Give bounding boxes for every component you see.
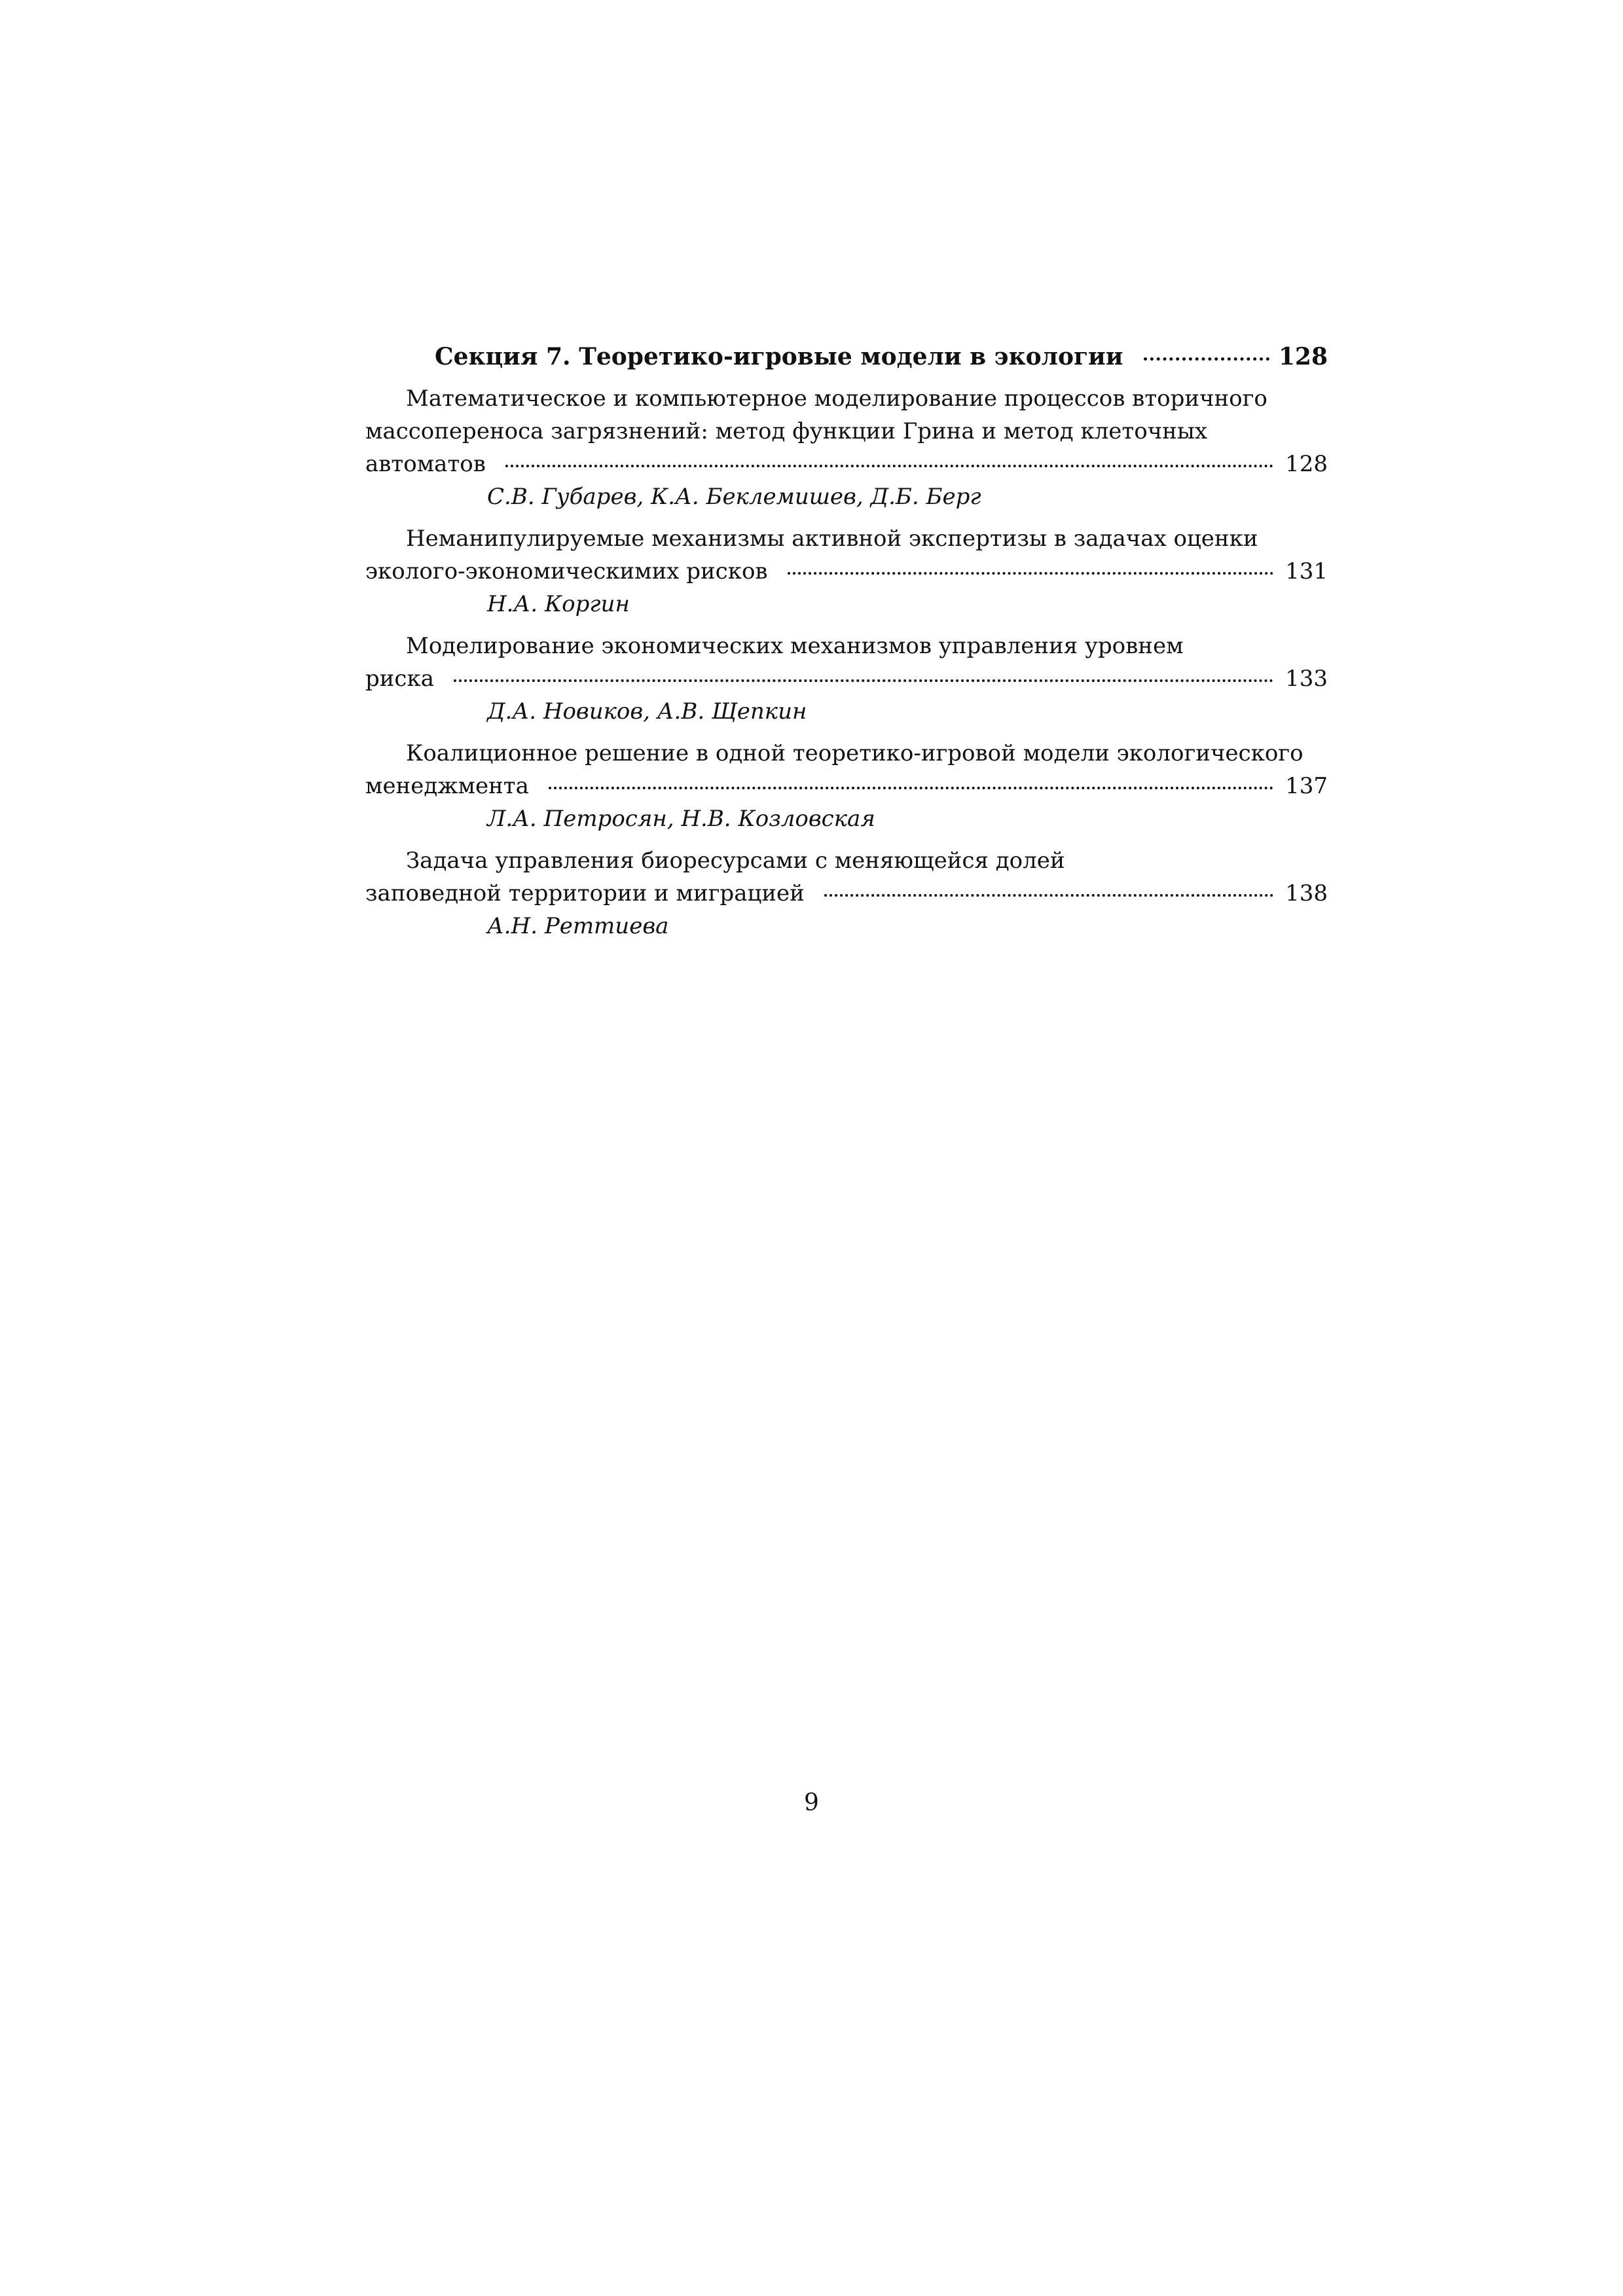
dot-leader (549, 787, 1273, 789)
entry-title (365, 630, 1328, 695)
entry-authors: Д.А. Новиков, А.В. Щепкин (487, 698, 807, 725)
dot-leader (505, 465, 1273, 467)
entry-title-last-line (365, 770, 1328, 802)
entry-title-line: массопереноса загрязнений: метод функции Грина и метод клеточных (365, 418, 1208, 444)
entry-authors: С.В. Губарев, К.А. Беклемишев, Д.Б. Берг (487, 484, 981, 510)
dot-leader (788, 572, 1274, 575)
entry-title-line: риска (365, 666, 434, 692)
entry-authors: А.Н. Реттиева (487, 913, 669, 939)
entry-title-last-line (365, 448, 1328, 480)
entry-authors: Л.А. Петросян, Н.В. Козловская (487, 806, 875, 832)
entry-title (365, 382, 1328, 480)
entry-title-line: Задача управления биоресурсами с меняющейся долей (406, 848, 1065, 874)
entry-title-line: эколого-экономическимих рисков (365, 558, 768, 584)
entry-page-number: 137 (1285, 773, 1328, 799)
entry-title-line: Моделирование экономических механизмов управления уровнем (406, 633, 1184, 659)
entry-title-line: Математическое и компьютерное моделирование процессов вторичного (406, 386, 1267, 412)
entry-title-last-line (365, 555, 1328, 588)
toc-entry[interactable] (365, 382, 1328, 513)
toc-entry[interactable] (365, 737, 1328, 835)
entry-title-last-line (365, 877, 1328, 910)
section-heading[interactable] (365, 340, 1328, 373)
entry-page-number: 128 (1285, 451, 1328, 477)
toc-entry[interactable] (365, 630, 1328, 728)
dot-leader (454, 679, 1273, 682)
entry-authors: Н.А. Коргин (487, 591, 630, 617)
toc-entry[interactable] (365, 844, 1328, 942)
entry-title (365, 844, 1328, 910)
section-title: Секция 7. Теоретико-игровые модели в экологии (435, 343, 1123, 370)
section-page-number: 128 (1278, 343, 1328, 370)
entry-title-last-line (365, 662, 1328, 695)
dot-leader (1144, 357, 1269, 361)
entry-title-line: менеджмента (365, 773, 529, 799)
entry-page-number: 131 (1285, 558, 1328, 584)
table-of-contents (365, 340, 1328, 942)
toc-entry[interactable] (365, 522, 1328, 620)
entry-title-line: заповедной территории и миграцией (365, 880, 805, 906)
dot-leader (824, 894, 1273, 897)
entry-title (365, 737, 1328, 802)
entry-title-line: автоматов (365, 451, 486, 477)
entry-title (365, 522, 1328, 588)
entry-title-line: Коалиционное решение в одной теоретико-игровой модели экологического (406, 740, 1304, 766)
entry-page-number: 133 (1285, 666, 1328, 692)
entry-page-number: 138 (1285, 880, 1328, 906)
entry-title-line: Неманипулируемые механизмы активной экспертизы в задачах оценки (406, 526, 1258, 552)
page-number: 9 (804, 1789, 819, 1816)
